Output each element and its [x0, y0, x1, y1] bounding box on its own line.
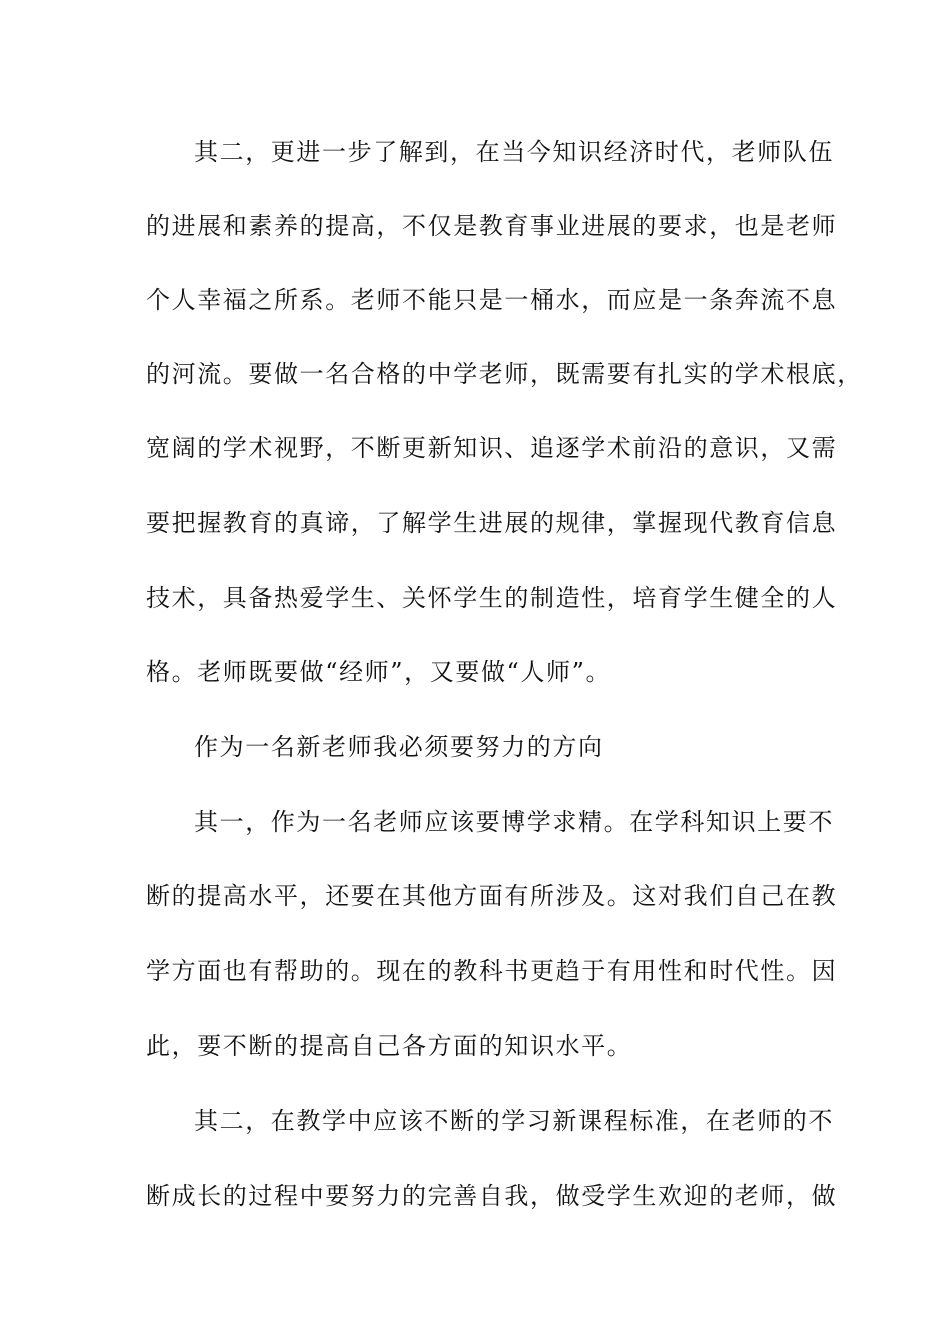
paragraph-line: 断的提高水平，还要在其他方面有所涉及。这对我们自己在教 — [146, 882, 838, 910]
paragraph-line: 格。老师既要做“经师”，又要做“人师”。 — [146, 658, 612, 686]
paragraph-line: 的进展和素养的提高，不仅是教育事业进展的要求，也是老师 — [146, 212, 838, 240]
paragraph-line: 个人幸福之所系。老师不能只是一桶水，而应是一条奔流不息 — [146, 286, 838, 314]
paragraph-line: 此，要不断的提高自己各方面的知识水平。 — [146, 1032, 633, 1060]
paragraph-line: 技术，具备热爱学生、关怀学生的制造性，培育学生健全的人 — [146, 584, 838, 612]
paragraph-line: 要把握教育的真谛，了解学生进展的规律，掌握现代教育信息 — [146, 509, 838, 537]
section-heading: 作为一名新老师我必须要努力的方向 — [194, 733, 604, 761]
paragraph-line: 宽阔的学术视野，不断更新知识、追逐学术前沿的意识，又需 — [146, 434, 838, 462]
paragraph-line: 断成长的过程中要努力的完善自我，做受学生欢迎的老师，做 — [146, 1182, 838, 1210]
paragraph-line: 的河流。要做一名合格的中学老师，既需要有扎实的学术根底， — [146, 360, 863, 388]
paragraph-line: 学方面也有帮助的。现在的教科书更趋于有用性和时代性。因 — [146, 957, 838, 985]
paragraph-line: 其一，作为一名老师应该要博学求精。在学科知识上要不 — [194, 808, 834, 836]
paragraph-line: 其二，更进一步了解到，在当今知识经济时代，老师队伍 — [194, 138, 834, 166]
paragraph-line: 其二，在教学中应该不断的学习新课程标准，在老师的不 — [194, 1107, 834, 1135]
